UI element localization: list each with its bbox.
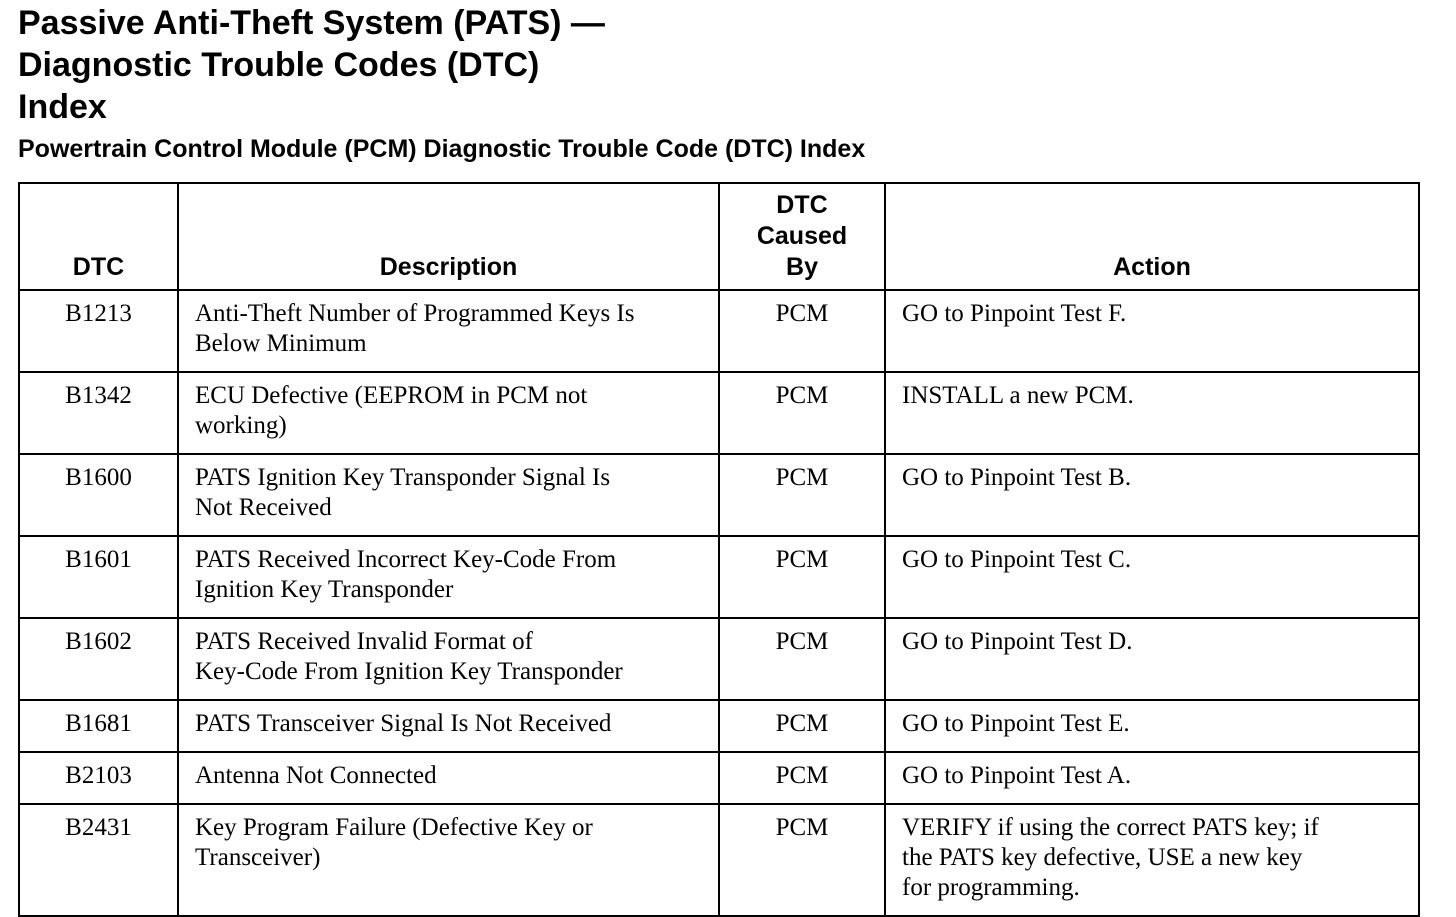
description-cell — [178, 290, 719, 372]
table-row — [19, 752, 1419, 804]
action-line: GO to Pinpoint Test B. — [902, 464, 1132, 491]
action-cell — [885, 290, 1419, 372]
caused-by-cell: PCM — [719, 372, 885, 454]
table-header — [19, 183, 1419, 290]
description-line: Ignition Key Transponder — [195, 576, 454, 603]
description-cell — [178, 700, 719, 752]
action-line: the PATS key defective, USE a new key — [902, 844, 1303, 871]
table-row — [19, 804, 1419, 916]
table-row — [19, 454, 1419, 536]
table-caption: Powertrain Control Module (PCM) Diagnostic Trouble Code (DTC) Index — [18, 135, 866, 163]
header-line: DTC — [776, 191, 828, 219]
header-line: By — [786, 253, 818, 281]
caused-by-cell: PCM — [719, 804, 885, 916]
action-line: for programming. — [902, 874, 1080, 901]
dtc-code-cell: B2103 — [19, 752, 178, 804]
description-cell — [178, 372, 719, 454]
table-header-row — [19, 183, 1419, 290]
description-line: PATS Received Invalid Format of — [195, 628, 533, 655]
description-line: ECU Defective (EEPROM in PCM not — [195, 382, 588, 409]
dtc-code-cell: B1681 — [19, 700, 178, 752]
header-line: Caused — [756, 222, 848, 250]
caused-by-cell: PCM — [719, 536, 885, 618]
table-row — [19, 372, 1419, 454]
dtc-code-cell: B2431 — [19, 804, 178, 916]
dtc-code-cell: B1600 — [19, 454, 178, 536]
table-row — [19, 536, 1419, 618]
action-line: GO to Pinpoint Test E. — [902, 710, 1130, 737]
description-line: PATS Ignition Key Transponder Signal Is — [195, 464, 611, 491]
caused-by-cell: PCM — [719, 454, 885, 536]
action-cell — [885, 804, 1419, 916]
column-header-description: Description — [178, 183, 719, 290]
action-cell — [885, 618, 1419, 700]
action-cell — [885, 752, 1419, 804]
dtc-code-cell: B1601 — [19, 536, 178, 618]
column-header-caused-by — [719, 183, 885, 290]
description-cell — [178, 454, 719, 536]
dtc-code-cell: B1602 — [19, 618, 178, 700]
action-cell — [885, 372, 1419, 454]
table-row — [19, 700, 1419, 752]
description-cell — [178, 618, 719, 700]
action-line: GO to Pinpoint Test C. — [902, 546, 1132, 573]
description-cell — [178, 752, 719, 804]
caused-by-cell: PCM — [719, 700, 885, 752]
action-line: INSTALL a new PCM. — [902, 382, 1134, 409]
description-line: PATS Received Incorrect Key-Code From — [195, 546, 617, 573]
description-line: Transceiver) — [195, 844, 321, 871]
table-row — [19, 618, 1419, 700]
caused-by-cell: PCM — [719, 290, 885, 372]
document-page — [18, 2, 1420, 901]
caused-by-cell: PCM — [719, 752, 885, 804]
dtc-code-cell: B1342 — [19, 372, 178, 454]
action-cell — [885, 454, 1419, 536]
description-line: Key-Code From Ignition Key Transponder — [195, 658, 623, 685]
action-line: GO to Pinpoint Test D. — [902, 628, 1133, 655]
dtc-index-table — [18, 182, 1420, 917]
caused-by-cell: PCM — [719, 618, 885, 700]
description-line: Below Minimum — [195, 330, 367, 357]
column-header-action: Action — [885, 183, 1419, 290]
description-cell — [178, 536, 719, 618]
description-line: working) — [195, 412, 287, 439]
action-line: VERIFY if using the correct PATS key; if — [902, 814, 1319, 841]
page-title-line: Passive Anti-Theft System (PATS) — — [18, 4, 605, 42]
description-cell — [178, 804, 719, 916]
action-cell — [885, 536, 1419, 618]
description-line: PATS Transceiver Signal Is Not Received — [195, 710, 612, 737]
page-title-line: Index — [18, 88, 107, 126]
action-cell — [885, 700, 1419, 752]
action-line: GO to Pinpoint Test A. — [902, 762, 1132, 789]
action-line: GO to Pinpoint Test F. — [902, 300, 1127, 327]
description-line: Key Program Failure (Defective Key or — [195, 814, 593, 841]
table-body — [19, 290, 1419, 916]
description-line: Antenna Not Connected — [195, 762, 437, 789]
column-header-dtc: DTC — [19, 183, 178, 290]
description-line: Anti-Theft Number of Programmed Keys Is — [195, 300, 635, 327]
description-line: Not Received — [195, 494, 332, 521]
dtc-code-cell: B1213 — [19, 290, 178, 372]
page-title-line: Diagnostic Trouble Codes (DTC) — [18, 46, 540, 84]
table-row — [19, 290, 1419, 372]
page-title — [18, 2, 1420, 128]
